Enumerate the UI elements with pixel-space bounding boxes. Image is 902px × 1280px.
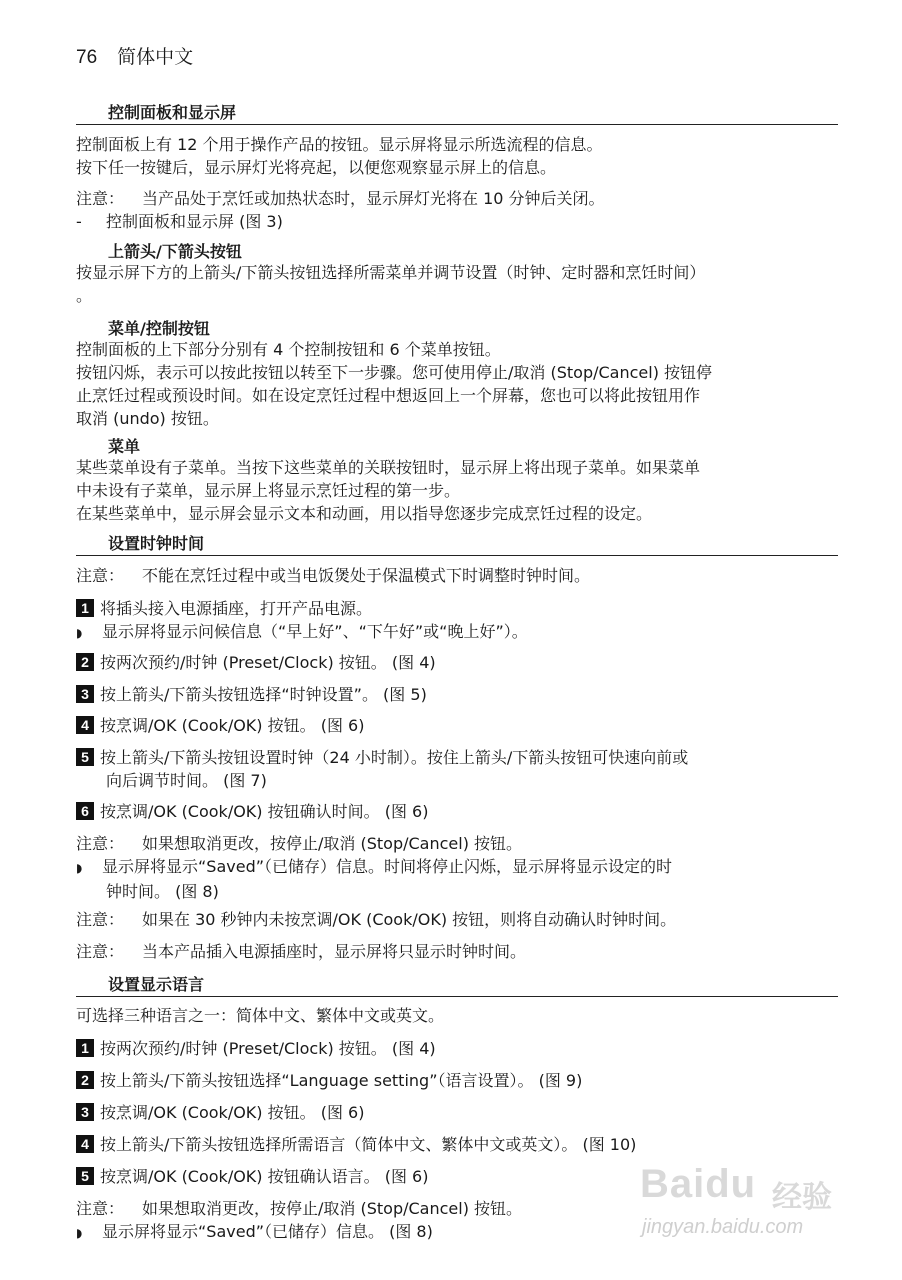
- result-bullet-icon: ◗: [76, 626, 83, 640]
- section-rule: [76, 124, 838, 125]
- dash-text: 控制面板和显示屏 (图 3): [106, 212, 283, 231]
- step-text: 按烹调/OK (Cook/OK) 按钮确认时间。 (图 6): [100, 802, 429, 821]
- paragraph: [76, 261, 836, 307]
- subsection-title-menu: 菜单: [108, 437, 141, 456]
- watermark-brand: Baidu: [640, 1162, 757, 1206]
- watermark-cn: 经验: [772, 1180, 832, 1215]
- section-title-clock: 设置时钟时间: [108, 534, 205, 553]
- text-line: 控制面板的上下部分分别有 4 个控制按钮和 6 个菜单按钮。: [76, 340, 501, 359]
- lang-step-3: [76, 1101, 836, 1124]
- step-number-badge: 1: [76, 1039, 94, 1057]
- step-text-continued: 向后调节时间。 (图 7): [106, 771, 267, 790]
- note-text: 如果想取消更改，按停止/取消 (Stop/Cancel) 按钮。: [142, 1199, 523, 1218]
- lang-step-2: [76, 1069, 836, 1092]
- step-number-badge: 3: [76, 1103, 94, 1121]
- note: [76, 940, 836, 963]
- text-line: 可选择三种语言之一：简体中文、繁体中文或英文。: [76, 1006, 445, 1025]
- note-result: 显示屏将显示“Saved”（已储存）信息。时间将停止闪烁，显示屏将显示设定的时: [102, 857, 673, 876]
- step-3: [76, 683, 836, 706]
- note-label: 注意：: [76, 189, 125, 208]
- note-label: 注意：: [76, 942, 125, 961]
- step-2: [76, 651, 836, 674]
- step-6: [76, 800, 836, 823]
- lang-step-1: [76, 1037, 836, 1060]
- step-text: 按烹调/OK (Cook/OK) 按钮确认语言。 (图 6): [100, 1167, 429, 1186]
- subsection-title-arrow-buttons: 上箭头/下箭头按钮: [108, 242, 242, 261]
- step-number-badge: 2: [76, 1071, 94, 1089]
- note-result: 显示屏将显示“Saved”（已储存）信息。 (图 8): [102, 1222, 433, 1241]
- note-result-continued: 钟时间。 (图 8): [106, 882, 219, 901]
- language-label: 简体中文: [117, 46, 194, 68]
- baidu-watermark: [640, 1150, 860, 1260]
- text-line: 按下任一按键后，显示屏灯光将亮起，以便您观察显示屏上的信息。: [76, 158, 557, 177]
- section-rule: [76, 555, 838, 556]
- dash-marker: -: [76, 212, 82, 231]
- step-1: [76, 597, 836, 645]
- note: [76, 564, 836, 587]
- result-bullet-icon: ◗: [76, 861, 83, 875]
- text-line: 止烹饪过程或预设时间。如在设定烹饪过程中想返回上一个屏幕，您也可以将此按钮用作: [76, 386, 701, 405]
- section-title-control-panel: 控制面板和显示屏: [108, 103, 237, 122]
- step-text: 将插头接入电源插座，打开产品电源。: [100, 599, 373, 618]
- note: [76, 908, 836, 931]
- step-number-badge: 5: [76, 1167, 94, 1185]
- page-number: 76: [76, 47, 98, 68]
- text-line: 中未设有子菜单，显示屏上将显示烹饪过程的第一步。: [76, 481, 461, 500]
- note-label: 注意：: [76, 1199, 125, 1218]
- note-text: 不能在烹饪过程中或当电饭煲处于保温模式下时调整时钟时间。: [142, 566, 591, 585]
- result-bullet-icon: ◗: [76, 1226, 83, 1240]
- paragraph: [76, 1004, 836, 1027]
- note-text: 当产品处于烹饪或加热状态时，显示屏灯光将在 10 分钟后关闭。: [142, 189, 605, 208]
- step-text: 按上箭头/下箭头按钮设置时钟（24 小时制）。按住上箭头/下箭头按钮可快速向前或: [100, 748, 689, 767]
- paragraph: [76, 133, 836, 179]
- watermark-url: jingyan.baidu.com: [642, 1216, 804, 1238]
- subsection-title-menu-control: 菜单/控制按钮: [108, 319, 210, 338]
- paragraph: [76, 338, 836, 430]
- step-text: 按上箭头/下箭头按钮选择“时钟设置”。 (图 5): [100, 685, 427, 704]
- step-text: 按烹调/OK (Cook/OK) 按钮。 (图 6): [100, 716, 365, 735]
- page-header: [76, 42, 193, 69]
- note-label: 注意：: [76, 566, 125, 585]
- text-line: 按显示屏下方的上箭头/下箭头按钮选择所需菜单并调节设置（时钟、定时器和烹饪时间）: [76, 263, 706, 282]
- step-text: 按上箭头/下箭头按钮选择所需语言（简体中文、繁体中文或英文）。 (图 10): [100, 1135, 637, 1154]
- step-number-badge: 4: [76, 716, 94, 734]
- text-line: 按钮闪烁，表示可以按此按钮以转至下一步骤。您可使用停止/取消 (Stop/Cancel) 按钮停: [76, 363, 713, 382]
- step-number-badge: 6: [76, 802, 94, 820]
- step-number-badge: 3: [76, 685, 94, 703]
- text-line: 取消 (undo) 按钮。: [76, 409, 219, 428]
- step-text: 按烹调/OK (Cook/OK) 按钮。 (图 6): [100, 1103, 365, 1122]
- section-title-language: 设置显示语言: [108, 975, 205, 994]
- section-rule: [76, 996, 838, 997]
- text-line: 在某些菜单中，显示屏会显示文本和动画，用以指导您逐步完成烹饪过程的设定。: [76, 504, 653, 523]
- note-text: 如果在 30 秒钟内未按烹调/OK (Cook/OK) 按钮，则将自动确认时钟时间。: [142, 910, 677, 929]
- step-4: [76, 714, 836, 737]
- text-line: 。: [76, 286, 93, 305]
- note-text: 如果想取消更改，按停止/取消 (Stop/Cancel) 按钮。: [142, 834, 523, 853]
- step-result: 显示屏将显示问候信息（“早上好”、“下午好”或“晚上好”）。: [102, 622, 528, 641]
- note-label: 注意：: [76, 910, 125, 929]
- text-line: 某些菜单设有子菜单。当按下这些菜单的关联按钮时，显示屏上将出现子菜单。如果菜单: [76, 458, 701, 477]
- note-label: 注意：: [76, 834, 125, 853]
- note: [76, 187, 836, 233]
- paragraph: [76, 456, 836, 525]
- step-number-badge: 5: [76, 748, 94, 766]
- step-text: 按两次预约/时钟 (Preset/Clock) 按钮。 (图 4): [100, 653, 436, 672]
- step-text: 按两次预约/时钟 (Preset/Clock) 按钮。 (图 4): [100, 1039, 436, 1058]
- step-text: 按上箭头/下箭头按钮选择“Language setting”（语言设置）。 (图 9): [100, 1071, 583, 1090]
- note-text: 当本产品插入电源插座时，显示屏将只显示时钟时间。: [142, 942, 527, 961]
- text-line: 控制面板上有 12 个用于操作产品的按钮。显示屏将显示所选流程的信息。: [76, 135, 603, 154]
- step-5: [76, 746, 836, 792]
- step-number-badge: 1: [76, 599, 94, 617]
- step-number-badge: 4: [76, 1135, 94, 1153]
- note: [76, 832, 836, 903]
- step-number-badge: 2: [76, 653, 94, 671]
